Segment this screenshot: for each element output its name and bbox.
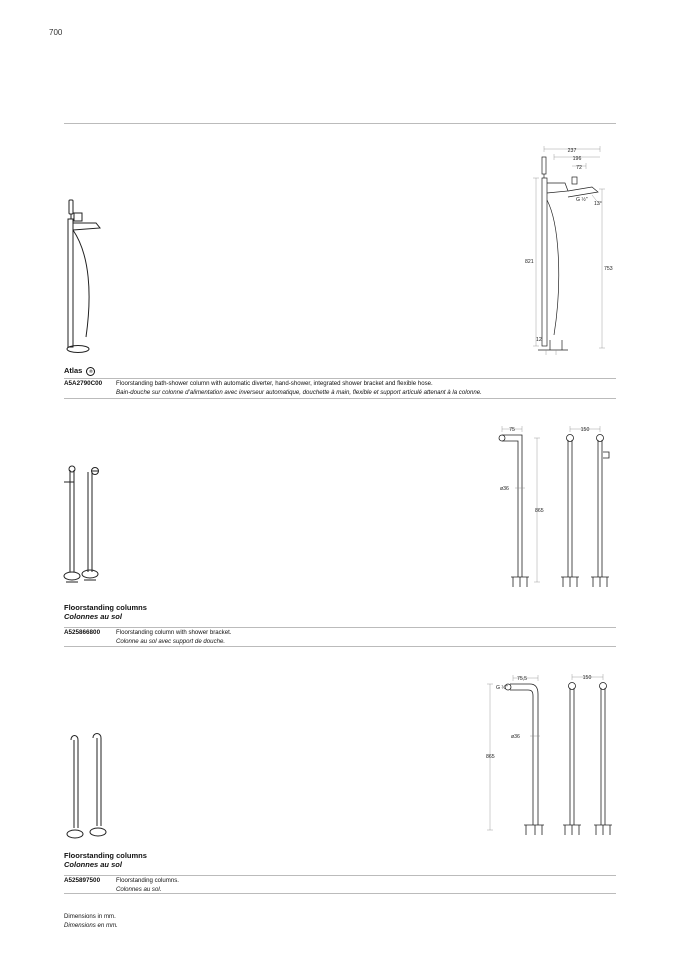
dim-height-753: 753 — [604, 266, 613, 272]
product-subtitle: Colonnes au sol — [64, 860, 122, 869]
dim-height-865: 865 — [535, 508, 544, 514]
dim-diameter: ø36 — [500, 486, 509, 492]
divider — [64, 893, 616, 894]
product-code: A525866800 — [64, 629, 101, 636]
description-fr: Colonne au sol avec support de douche. — [116, 637, 226, 645]
divider — [64, 875, 616, 876]
product-description — [116, 877, 616, 894]
page-number: 700 — [49, 28, 63, 37]
divider — [64, 378, 616, 379]
product-header — [64, 851, 147, 869]
description-fr: Bain-douche sur colonne d’alimentation avec inverseur automatique, douchette à main, flexible et support articulé attenant à la colonne. — [116, 388, 482, 396]
dim-width-150: 150 — [580, 427, 590, 433]
footer-fr: Dimensions en mm. — [64, 921, 118, 929]
product-subtitle: Colonnes au sol — [64, 612, 122, 621]
dim-width-75: 75 — [509, 427, 515, 433]
dim-thread: G ½" — [496, 685, 508, 691]
product-description — [116, 380, 616, 397]
dim-diameter: ø36 — [511, 734, 520, 740]
footer-en: Dimensions in mm. — [64, 913, 116, 920]
product-title-text: Atlas — [64, 366, 83, 375]
dim-width-196: 196 — [572, 156, 582, 162]
product-code: A525897500 — [64, 877, 101, 884]
product-header — [64, 603, 147, 621]
product-title-atlas — [64, 366, 95, 376]
description-en: Floorstanding columns. — [116, 877, 179, 884]
dim-width-237: 237 — [567, 148, 577, 154]
dim-height-821: 821 — [525, 259, 534, 265]
registered-circle-icon: ® — [86, 367, 95, 376]
top-divider — [64, 123, 616, 124]
product-code: A5A2790C00 — [64, 380, 103, 387]
product-title: Floorstanding columns — [64, 851, 147, 860]
dim-width-72: 72 — [576, 165, 582, 171]
column-pair-product-image — [60, 462, 110, 592]
dim-thread: G ½" — [576, 197, 588, 203]
description-en: Floorstanding bath-shower column with automatic diverter, hand-shower, integrated shower bracket and flexible hose. — [116, 380, 433, 387]
dim-angle: 13° — [594, 201, 602, 207]
divider — [64, 627, 616, 628]
product-description — [116, 629, 616, 646]
dim-width-75-5: 75,5 — [516, 676, 528, 682]
divider — [64, 646, 616, 647]
column-pair-technical-drawing — [495, 422, 620, 597]
atlas-technical-drawing — [520, 145, 620, 360]
description-en: Floorstanding column with shower bracket. — [116, 629, 232, 636]
divider — [64, 398, 616, 399]
column-pair-no-bracket-technical-drawing — [480, 670, 620, 845]
dim-height-865: 865 — [486, 754, 495, 760]
atlas-product-image — [60, 195, 110, 357]
dim-width-150: 150 — [582, 675, 592, 681]
dim-small-12: 12 — [536, 337, 542, 343]
product-title: Floorstanding columns — [64, 603, 147, 612]
column-pair-no-bracket-product-image — [60, 728, 110, 843]
description-fr: Colonnes au sol. — [116, 885, 162, 893]
footer-note — [64, 913, 118, 930]
